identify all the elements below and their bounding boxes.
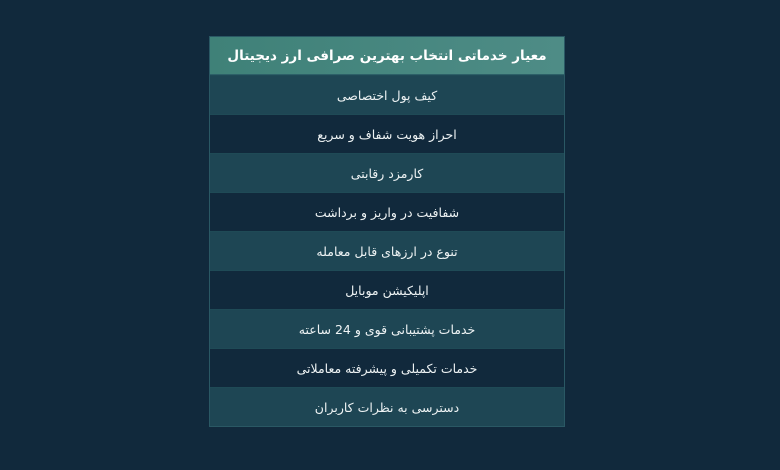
table-row: خدمات پشتیبانی قوی و 24 ساعته — [210, 309, 564, 348]
table-row: اپلیکیشن موبایل — [210, 270, 564, 309]
table-row: احراز هویت شفاف و سریع — [210, 114, 564, 153]
table-row: دسترسی به نظرات کاربران — [210, 387, 564, 426]
table-row: کیف پول اختصاصی — [210, 75, 564, 114]
table-row: تنوع در ارزهای قابل معامله — [210, 231, 564, 270]
table-row: شفافیت در واریز و برداشت — [210, 192, 564, 231]
table-header: معیار خدماتی انتخاب بهترین صرافی ارز دیجیتال — [210, 37, 564, 75]
table-row: خدمات تکمیلی و پیشرفته معاملاتی — [210, 348, 564, 387]
criteria-table — [209, 36, 565, 427]
table-row: کارمزد رقابتی — [210, 153, 564, 192]
